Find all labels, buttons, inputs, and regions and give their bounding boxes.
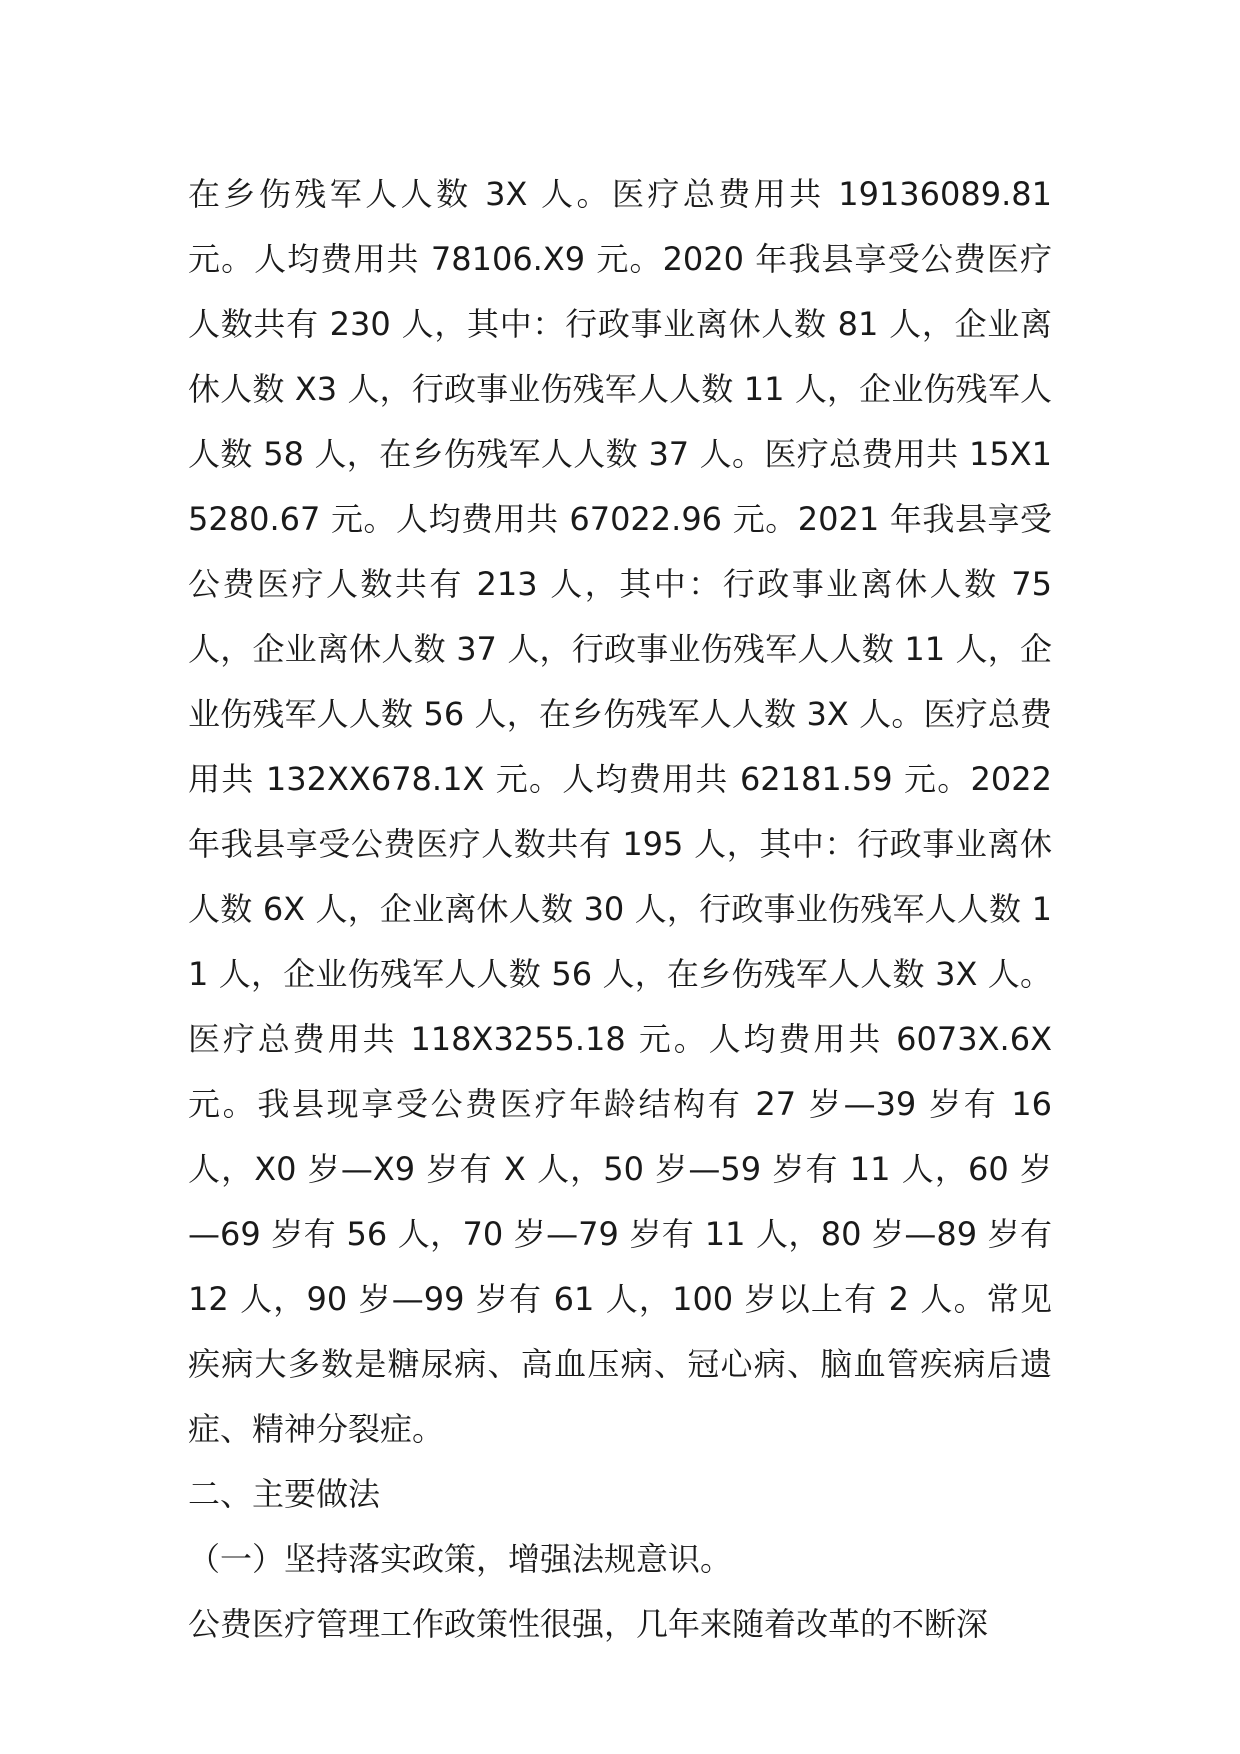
statistics-paragraph: 在乡伤残军人人数 3X 人。医疗总费用共 19136089.81 元。人均费用共 78106.X9 元。2020 年我县享受公费医疗人数共有 230 人，其中：行政事业离休人数 81 人，企业离休人数 X3 人，行政事业伤残军人人数 11 人，企业伤残军人人数 58 人，在乡伤残军人人数 37 人。医疗总费用共 15X15280.67 元。人均费用共 67022.96 元。2021 年我县享受公费医疗人数共有 213 人，其中：行政事业离休人数 75 人，企业离休人数 37 人，行政事业伤残军人人数 11 人，企业伤残军人人数 56 人，在乡伤残军人人数 3X 人。医疗总费用共 132XX678.1X 元。人均费用共 62181.59 元。2022 年我县享受公费医疗人数共有 195 人，其中：行政事业离休人数 6X 人，企业离休人数 30 人，行政事业伤残军人人数 11 人，企业伤残军人人数 56 人，在乡伤残军人人数 3X 人。医疗总费用共 118X3255.18 元。人均费用共 6073X.6X 元。我县现享受公费医疗年龄结构有 27 岁—39 岁有 16 人，X0 岁—X9 岁有 X 人，50 岁—59 岁有 11 人，60 岁—69 岁有 56 人，70 岁—79 岁有 11 人，80 岁—89 岁有 12 人，90 岁—99 岁有 61 人，100 岁以上有 2 人。常见疾病大多数是糖尿病、高血压病、冠心病、脑血管疾病后遗症、精神分裂症。	[188, 175, 1052, 1448]
policy-paragraph: 公费医疗管理工作政策性很强，几年来随着改革的不断深	[188, 1605, 989, 1643]
subsection-heading: （一）坚持落实政策，增强法规意识。	[188, 1540, 733, 1578]
section-heading: 二、主要做法	[188, 1475, 381, 1513]
document-body	[188, 162, 1052, 1657]
